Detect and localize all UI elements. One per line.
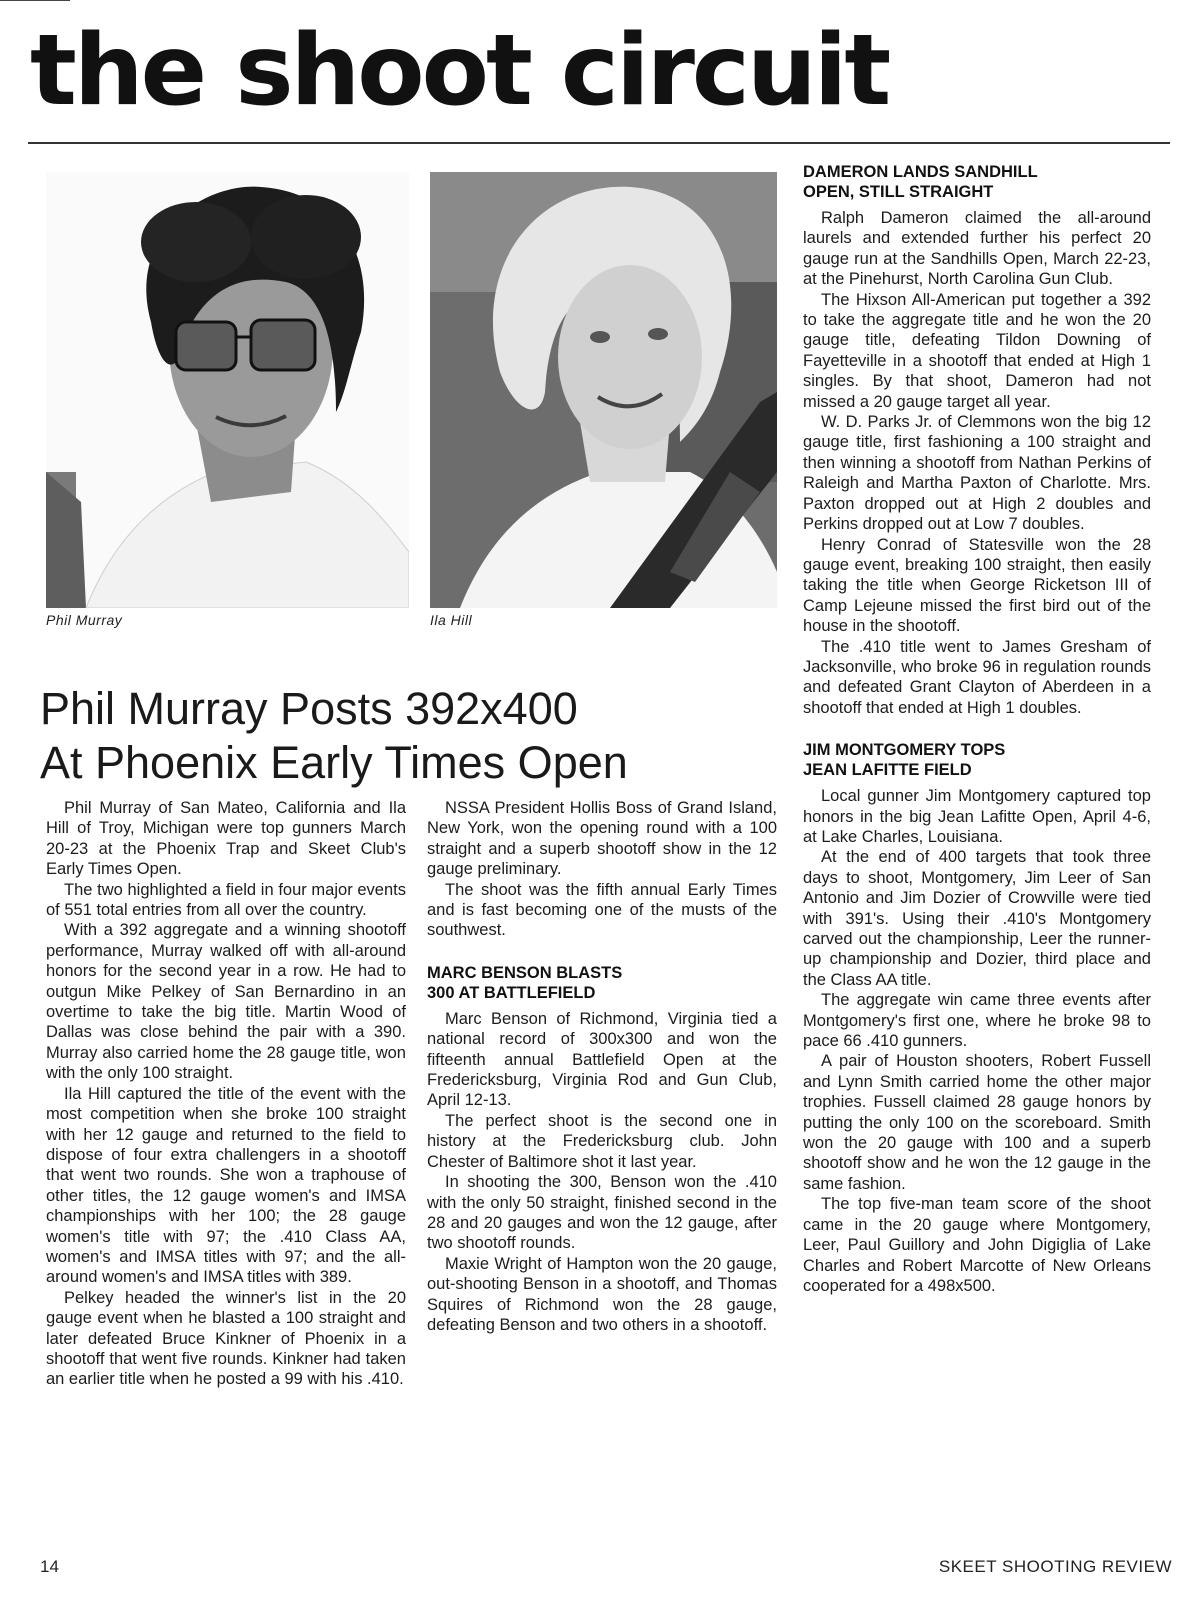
benson-story-paragraph: In shooting the 300, Benson won the .410 with the only 50 straight, finished second in the 28 and 20 gauges and won the 12 gauge, after two shootoff rounds.: [427, 1173, 777, 1253]
main-story-paragraph: Ila Hill captured the title of the event with the most competition when she broke 100 straight with her 12 gauge and returned to the field to dispose of four extra challengers in a shootoff that went two rounds. She won a traphouse of other titles, the 12 gauge women's and IMSA championships with her 100; the 28 gauge women's title with 97; the .410 Class AA, women's and IMSA titles with 97; and the all-around women's and IMSA titles with 389.: [46, 1084, 406, 1287]
portrait-icon: [46, 172, 409, 608]
masthead-title: the shoot circuit: [30, 14, 889, 128]
dameron-story-paragraph: Henry Conrad of Statesville won the 28 gauge event, breaking 100 straight, then easily taking the title when George Ricketson III of Camp Lejeune missed the first bird out of the house in the shootoff.: [803, 535, 1151, 636]
ila-hill-caption: Ila Hill: [430, 612, 473, 628]
dameron-story: [803, 162, 1151, 718]
top-edge-line: [0, 0, 70, 1]
main-story-paragraph: With a 392 aggregate and a winning shootoff performance, Murray walked off with all-around honors for the second year in a row. He had to outgun Mike Pelkey of San Bernardino in an overtime to take the big title. Martin Wood of Dallas was close behind the pair with a 390. Murray also carried home the 28 gauge title, won with the only 100 straight.: [46, 921, 406, 1083]
phil-murray-photo: [46, 172, 409, 608]
main-story-paragraph: Phil Murray of San Mateo, California and Ila Hill of Troy, Michigan were top gunners March 20-23 at the Phoenix Trap and Skeet Club's Early Times Open.: [46, 799, 406, 879]
dameron-story-paragraph: W. D. Parks Jr. of Clemmons won the big 12 gauge title, first fashioning a 100 straight and then winning a shootoff from Nathan Perkins of Raleigh and Martha Paxton of Charlotte. Mrs. Paxton dropped out at High 2 doubles and Perkins dropped out at Low 7 doubles.: [803, 413, 1151, 534]
montgomery-story-heading: [803, 740, 1151, 780]
benson-story-heading: [427, 963, 777, 1003]
benson-heading-line-2: 300 AT BATTLEFIELD: [427, 983, 596, 1002]
main-story-column-2: [427, 798, 777, 1335]
benson-story-paragraph: Maxie Wright of Hampton won the 20 gauge, out-shooting Benson in a shootoff, and Thomas Squires of Richmond won the 28 gauge, defeating Benson and two others in a shootoff.: [427, 1254, 777, 1334]
benson-story-paragraph: Marc Benson of Richmond, Virginia tied a national record of 300x300 and won the fifteenth annual Battlefield Open at the Fredericksburg, Virginia Rod and Gun Club, April 12-13.: [427, 1009, 777, 1110]
headline-line-2: At Phoenix Early Times Open: [40, 737, 628, 788]
main-story-column-1: [46, 798, 406, 1390]
masthead-rule: [28, 142, 1170, 144]
dameron-story-paragraph: The .410 title went to James Gresham of Jacksonville, who broke 96 in regulation rounds and defeated Grant Clayton of Aberdeen in a shootoff that ended at High 1 doubles.: [803, 637, 1151, 717]
main-story-paragraph: The two highlighted a field in four major events of 551 total entries from all over the country.: [46, 880, 406, 920]
ila-hill-photo: [430, 172, 777, 608]
benson-story-paragraph: The perfect shoot is the second one in history at the Fredericksburg club. John Chester of Baltimore shot it last year.: [427, 1111, 777, 1171]
dameron-heading-line-2: OPEN, STILL STRAIGHT: [803, 183, 994, 201]
montgomery-story-paragraph: A pair of Houston shooters, Robert Fussell and Lynn Smith carried home the other major trophies. Fussell claimed 28 gauge honors by putting the only 100 on the scoreboard. Smith won the 20 gauge with 100 and a superb shootoff show and he won the 12 gauge in the same fashion.: [803, 1052, 1151, 1193]
dameron-story-paragraph: The Hixson All-American put together a 392 to take the aggregate title and he won the 20 gauge title, defeating Tildon Downing of Fayetteville in a shootoff that ended at High 1 singles. By that shoot, Dameron had not missed a 20 gauge target all year.: [803, 290, 1151, 411]
montgomery-story-paragraph: Local gunner Jim Montgomery captured top honors in the big Jean Lafitte Open, April 4-6, at Lake Charles, Louisiana.: [803, 787, 1151, 846]
montgomery-story-paragraph: At the end of 400 targets that took three days to shoot, Montgomery, Jim Leer of San Antonio and Jim Dozier of Crowville were tied with 391's. Using their .410's Montgomery carved out the championship, Leer the runner-up championship and Dozier, third place and the Class AA title.: [803, 848, 1151, 989]
dameron-story-heading: [803, 162, 1151, 202]
page-headline: [40, 682, 780, 790]
montgomery-story: [803, 740, 1151, 1296]
montgomery-heading-line-2: JEAN LAFITTE FIELD: [803, 761, 972, 780]
portrait-icon: [430, 172, 777, 608]
main-story-paragraph: Pelkey headed the winner's list in the 20 gauge event when he blasted a 100 straight and later defeated Bruce Kinkner of Phoenix in a shootoff that went five rounds. Kinkner had taken an earlier title when he posted a 99 with his .410.: [46, 1288, 406, 1389]
page-number: 14: [40, 1557, 59, 1576]
dameron-story-paragraph: Ralph Dameron claimed the all-around laurels and extended further his perfect 20 gauge run at the Sandhills Open, March 22-23, at the Pinehurst, North Carolina Gun Club.: [803, 209, 1151, 289]
benson-story: [427, 963, 777, 1336]
dameron-heading-line-1: DAMERON LANDS SANDHILL: [803, 163, 1038, 181]
headline-line-1: Phil Murray Posts 392x400: [40, 683, 578, 734]
publication-name: SKEET SHOOTING REVIEW: [938, 1557, 1172, 1576]
sidebar-column: [803, 162, 1151, 1296]
main-story-paragraph: The shoot was the fifth annual Early Times and is fast becoming one of the musts of the southwest.: [427, 880, 777, 940]
phil-murray-caption: Phil Murray: [46, 612, 123, 628]
benson-heading-line-1: MARC BENSON BLASTS: [427, 963, 623, 982]
montgomery-story-paragraph: The aggregate win came three events after Montgomery's first one, where he broke 98 to pace 66 .410 gunners.: [803, 991, 1151, 1051]
main-story-paragraph: NSSA President Hollis Boss of Grand Island, New York, won the opening round with a 100 straight and a superb shootoff show in the 12 gauge preliminary.: [427, 799, 777, 879]
montgomery-heading-line-1: JIM MONTGOMERY TOPS: [803, 741, 1006, 760]
montgomery-story-paragraph: The top five-man team score of the shoot came in the 20 gauge where Montgomery, Leer, Paul Guillory and John Digiglia of Lake Charles and Robert Marcotte of New Orleans cooperated for a 498x500.: [803, 1195, 1151, 1295]
